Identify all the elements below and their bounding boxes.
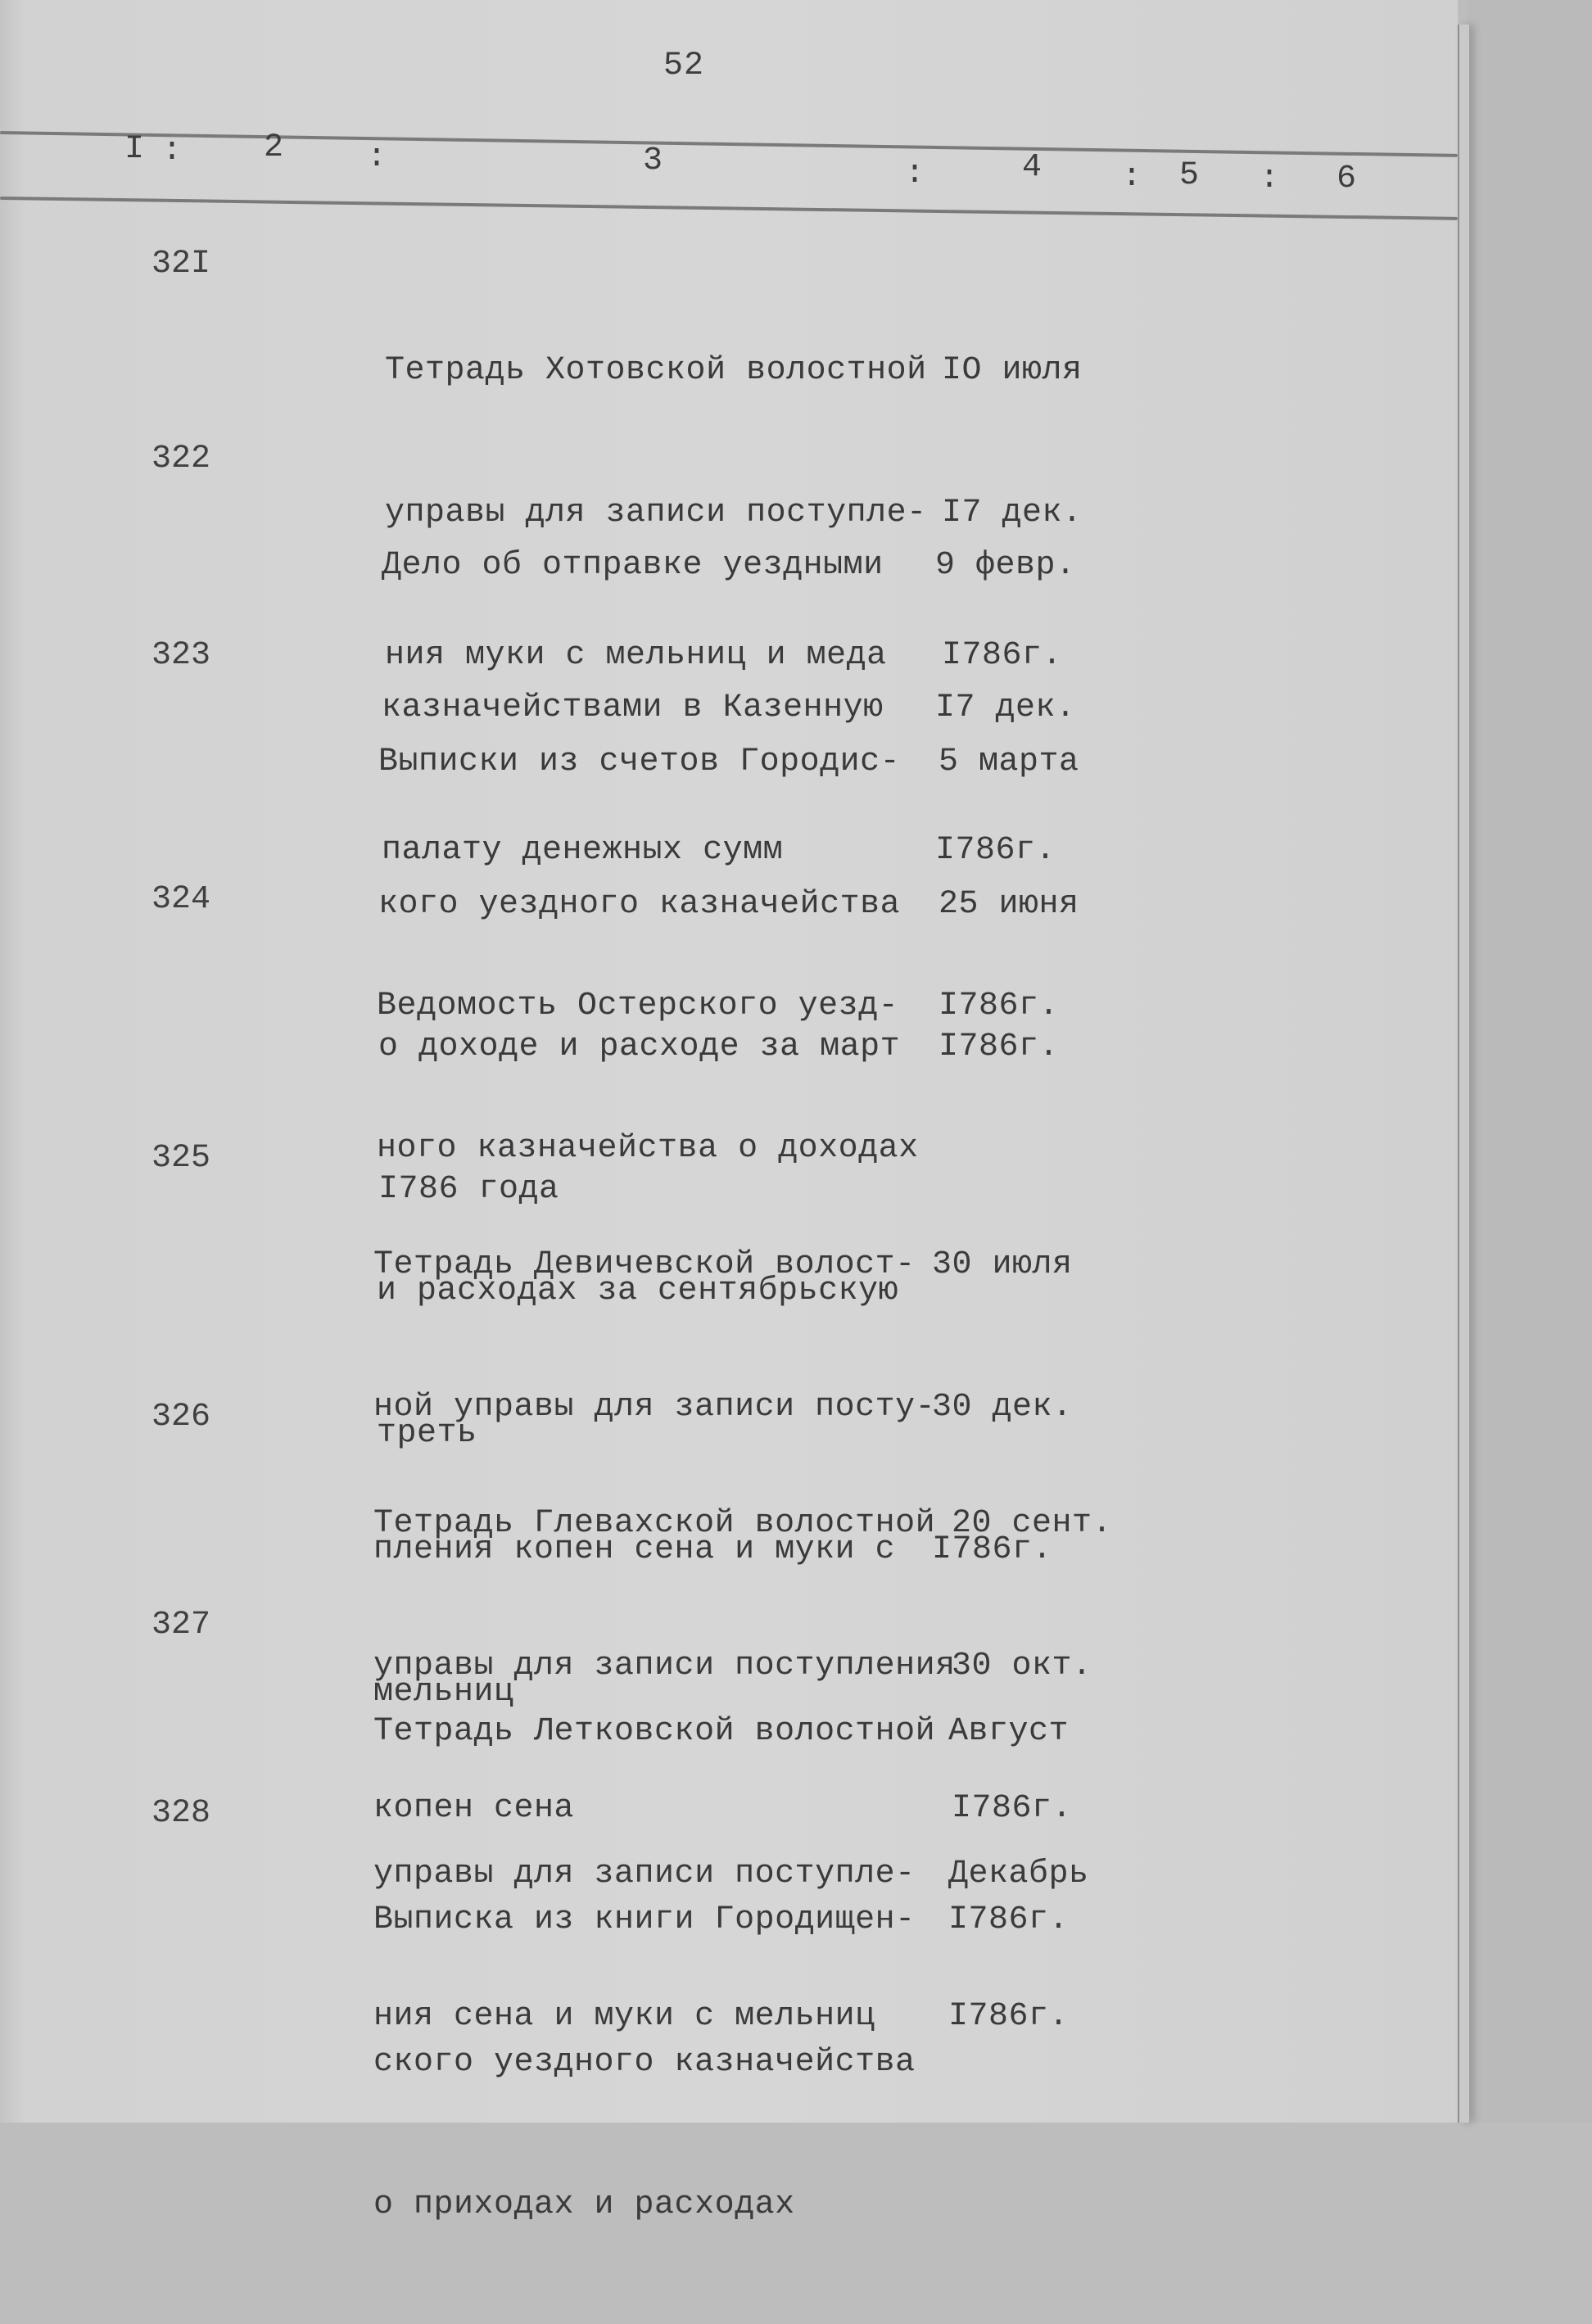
entry-title-line: Ведомость Остерского уезд- [377, 988, 899, 1024]
entry-date-line: I786г. [938, 1029, 1060, 1065]
entry-title-line: ния сена и муки с мельниц [373, 1998, 875, 2035]
column-separator: : [162, 133, 183, 170]
header-rule-bottom [0, 197, 1458, 220]
entry-date-line: IO июля [942, 352, 1083, 389]
column-header-1: I [124, 131, 145, 168]
entry-number: 327 [152, 1607, 211, 1644]
column-separator: : [1260, 161, 1280, 197]
entry-title-line: и расходах за сентябрьскую [377, 1273, 899, 1309]
entry-date-line: 25 июня [938, 886, 1079, 923]
entry-title-line: палату денежных сумм [382, 832, 784, 869]
entry-title-line: треть [377, 1415, 477, 1452]
entry-dates [938, 888, 1059, 1125]
underlying-sheet [1468, 0, 1592, 2123]
column-header-4: 4 [1022, 149, 1042, 186]
entry-number: 325 [152, 1140, 211, 1177]
entry-title-line: Тетрадь Летковской волостной [373, 1713, 936, 1750]
entry-date-line: I786г. [932, 1531, 1053, 1568]
column-header-3: 3 [643, 142, 663, 179]
column-separator: : [1122, 159, 1142, 196]
entry-title-line: казначействами в Казенную [382, 690, 884, 726]
entry-title-line: управы для записи поступле- [373, 1856, 916, 1892]
entry-title-line: Выписка из книги Городищен- [373, 1901, 916, 1938]
entry-title-line: мельниц [373, 1674, 514, 1711]
column-header-2: 2 [264, 129, 284, 166]
entry-number: 326 [152, 1399, 211, 1436]
entry-date-line: I7 дек. [942, 495, 1083, 531]
entry-date-line: 9 февр. [935, 547, 1076, 584]
column-header-5: 5 [1179, 157, 1200, 194]
entry-number: 32I [152, 246, 211, 283]
entry-date-line: I7 дек. [935, 690, 1076, 726]
column-separator: : [905, 156, 925, 192]
entry-title-line: ного казначейства о доходах [377, 1130, 919, 1167]
entry-title-line: управы для записи поступле- [385, 495, 927, 531]
entry-date-line: Август [948, 1713, 1070, 1750]
entry-title-line: ния муки с мельниц и меда [385, 637, 887, 674]
entry-title-line: Выписки из счетов Городис- [378, 744, 901, 780]
entry-date-line: I786г. [948, 1901, 1070, 1938]
entry-title-line: I786 года [378, 1171, 559, 1208]
entry-title-line: кого уездного казначейства [378, 886, 901, 923]
header-rule-top [0, 131, 1458, 157]
entry-title-line: ского уездного казначейства [373, 2044, 916, 2081]
page-number: 52 [663, 47, 705, 84]
column-separator: : [367, 139, 387, 176]
column-header-6: 6 [1336, 161, 1357, 197]
entry-date-line: 5 марта [938, 744, 1079, 780]
entry-date-line: 30 дек. [932, 1389, 1073, 1426]
entry-date-line: 30 июля [932, 1246, 1073, 1283]
entry-number: 328 [152, 1795, 211, 1832]
page-edge [1458, 25, 1469, 2123]
entry-title-line: Дело об отправке уездными [382, 547, 884, 584]
entry-date-line: 20 сент. [952, 1505, 1113, 1542]
entry-number: 324 [152, 881, 211, 918]
entry-date-line: I786г. [935, 832, 1056, 869]
entry-number: 323 [152, 637, 211, 674]
entry-date-line: I786г. [942, 637, 1063, 674]
entry-title-line: Тетрадь Хотовской волостной [385, 352, 927, 389]
entry-title-line: Тетрадь Глевахской волостной [373, 1505, 936, 1542]
entry-title-line: ной управы для записи посту- [373, 1389, 936, 1426]
entry-date-line: I786г. [948, 1998, 1070, 2035]
entry-title-line: управы для записи поступления [373, 1648, 956, 1684]
entry-title-line: копен сена [373, 1790, 575, 1827]
entry-title-line: Тетрадь Девичевской волост- [373, 1246, 916, 1283]
entry-date-line: I786г. [952, 1790, 1073, 1827]
entry-date-line: Декабрь [948, 1856, 1089, 1892]
entry-title [373, 1802, 916, 2324]
entry-title-line: пления копен сена и муки с [373, 1531, 896, 1568]
entry-date-line: 30 окт. [952, 1648, 1092, 1684]
entry-title-line: о приходах и расходах [373, 2186, 795, 2223]
entry-title-line: о доходе и расходе за март [378, 1029, 901, 1065]
entry-dates [948, 1802, 1069, 2039]
entry-number: 322 [152, 441, 211, 477]
entry-date-line: I786г. [938, 988, 1060, 1024]
